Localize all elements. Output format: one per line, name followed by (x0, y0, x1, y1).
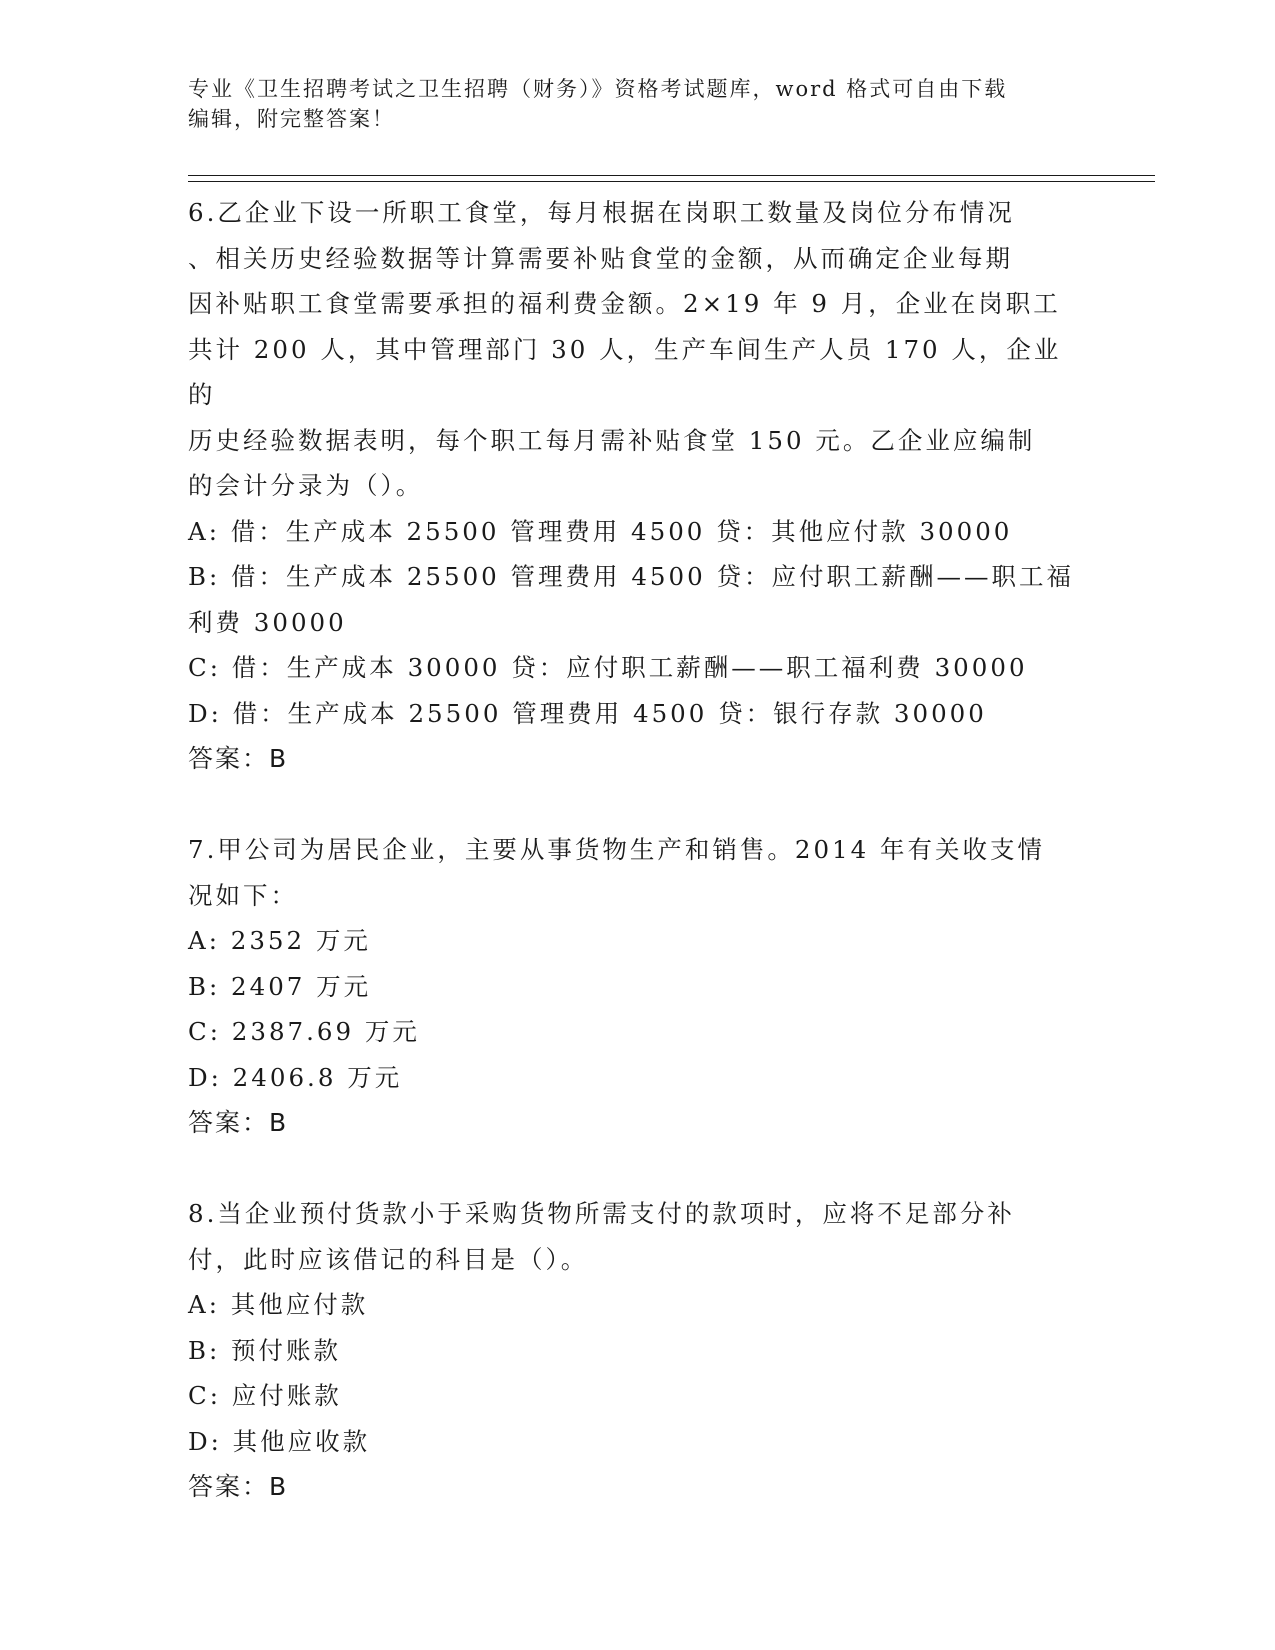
question-stem-line: 共计 200 人，其中管理部门 30 人，生产车间生产人员 170 人，企业的 (188, 334, 1062, 409)
question-stem-line: 8.当企业预付货款小于采购货物所需支付的款项时，应将不足部分补 (188, 1199, 1015, 1228)
header-divider-top (188, 175, 1155, 176)
option-b: B: 2407 万元 (188, 971, 372, 1001)
question-stem-line: 6.乙企业下设一所职工食堂，每月根据在岗职工数量及岗位分布情况 (188, 198, 1015, 227)
question-list (188, 190, 1088, 1510)
answer-line: 答案：B (188, 744, 289, 773)
header-divider-bottom (188, 181, 1155, 182)
option-d: D: 其他应收款 (188, 1426, 371, 1456)
question-stem-line: 付，此时应该借记的科目是（）。 (188, 1244, 589, 1274)
header-line-1: 专业《卫生招聘考试之卫生招聘（财务）》资格考试题库，word 格式可自由下载 (188, 77, 1008, 101)
question-stem-line: 的会计分录为（）。 (188, 471, 424, 500)
option-b: B: 预付账款 (188, 1335, 342, 1365)
question-spacer (188, 1146, 1088, 1192)
option-a: A: 其他应付款 (188, 1290, 369, 1319)
option-d: D: 2406.8 万元 (188, 1062, 403, 1092)
header-line-2: 编辑，附完整答案！ (188, 107, 395, 131)
question-stem-line: 、相关历史经验数据等计算需要补贴食堂的金额，从而确定企业每期 (188, 243, 1013, 273)
option-c: C: 2387.69 万元 (188, 1017, 420, 1046)
option-a: A: 借：生产成本 25500 管理费用 4500 贷：其他应付款 30000 (188, 516, 1013, 546)
question-spacer (188, 782, 1088, 828)
question-stem-line: 因补贴职工食堂需要承担的福利费金额。2×19 年 9 月，企业在岗职工 (188, 289, 1061, 318)
option-c: C: 借：生产成本 30000 贷：应付职工薪酬——职工福利费 30000 (188, 653, 1028, 682)
question-stem-line: 况如下： (188, 880, 298, 910)
option-b: B: 借：生产成本 25500 管理费用 4500 贷：应付职工薪酬——职工福 (188, 562, 1074, 591)
option-c: C: 应付账款 (188, 1381, 342, 1410)
option-d: D: 借：生产成本 25500 管理费用 4500 贷：银行存款 30000 (188, 698, 987, 728)
answer-line: 答案：B (188, 1472, 289, 1501)
question-7 (188, 827, 1088, 1146)
question-stem-line: 7.甲公司为居民企业，主要从事货物生产和销售。2014 年有关收支情 (188, 835, 1046, 864)
answer-line: 答案：B (188, 1108, 289, 1137)
question-stem-line: 历史经验数据表明，每个职工每月需补贴食堂 150 元。乙企业应编制 (188, 425, 1036, 455)
question-8 (188, 1191, 1088, 1510)
option-a: A: 2352 万元 (188, 926, 371, 955)
document-header (188, 74, 1088, 134)
option-b-continued: 利费 30000 (188, 607, 347, 637)
question-6 (188, 190, 1088, 782)
